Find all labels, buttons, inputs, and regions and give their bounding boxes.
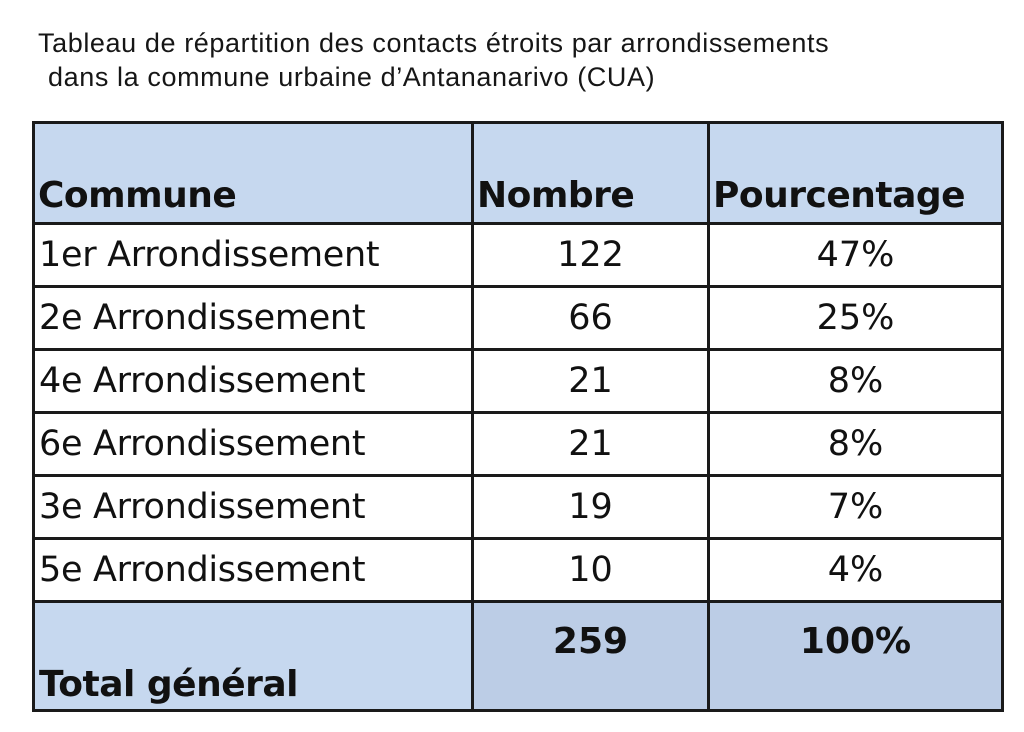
table-total-row: [34, 602, 1003, 711]
table-header-row: [34, 123, 1003, 224]
cell-commune: 3e Arrondissement: [34, 476, 473, 539]
caption-line-1: Tableau de répartition des contacts étroits par arrondissements: [38, 28, 830, 58]
cell-pourcentage: 8%: [709, 413, 1003, 476]
cell-nombre: 21: [473, 413, 709, 476]
cell-commune: 2e Arrondissement: [34, 287, 473, 350]
table-row: [34, 539, 1003, 602]
cell-commune: 1er Arrondissement: [34, 224, 473, 287]
table-row: [34, 287, 1003, 350]
table-row: [34, 413, 1003, 476]
cell-commune: 5e Arrondissement: [34, 539, 473, 602]
total-nombre: 259: [473, 602, 709, 711]
table-row: [34, 350, 1003, 413]
cell-nombre: 19: [473, 476, 709, 539]
total-label: Total général: [34, 602, 473, 711]
cell-commune: 6e Arrondissement: [34, 413, 473, 476]
cell-pourcentage: 25%: [709, 287, 1003, 350]
table-row: [34, 476, 1003, 539]
cell-nombre: 10: [473, 539, 709, 602]
table-caption: [38, 26, 1018, 94]
cell-pourcentage: 47%: [709, 224, 1003, 287]
total-pourcentage: 100%: [709, 602, 1003, 711]
cell-nombre: 21: [473, 350, 709, 413]
cell-nombre: 66: [473, 287, 709, 350]
distribution-table: [32, 121, 1004, 712]
header-nombre: Nombre: [473, 123, 709, 224]
table-row: [34, 224, 1003, 287]
caption-line-2: dans la commune urbaine d’Antananarivo (CUA): [48, 62, 656, 92]
cell-pourcentage: 8%: [709, 350, 1003, 413]
cell-commune: 4e Arrondissement: [34, 350, 473, 413]
cell-pourcentage: 4%: [709, 539, 1003, 602]
header-pourcentage: Pourcentage: [709, 123, 1003, 224]
cell-pourcentage: 7%: [709, 476, 1003, 539]
cell-nombre: 122: [473, 224, 709, 287]
header-commune: Commune: [34, 123, 473, 224]
